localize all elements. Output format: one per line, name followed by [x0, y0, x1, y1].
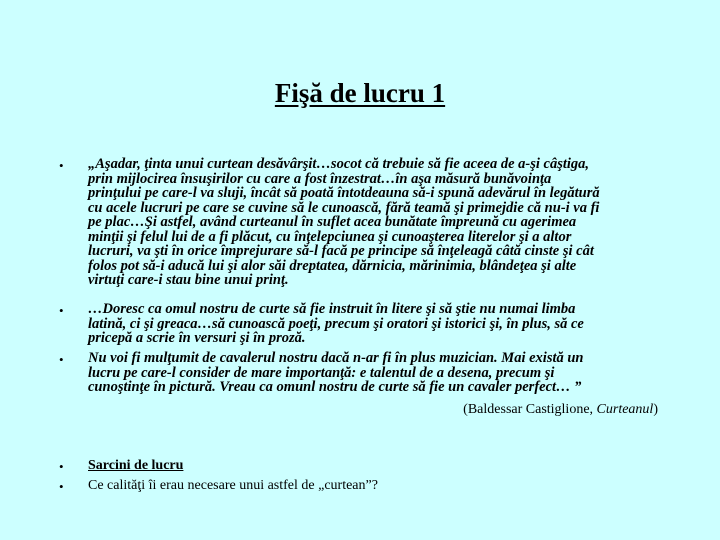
quote-line: latină, ci şi greaca…să cunoască poeţi, precum şi oratori şi istorici şi, în plus, să ce — [88, 315, 584, 332]
quote-line: folos pot să-i aducă lui şi alor săi dreptatea, dărnicia, mărinimia, blândeţea şi alte — [88, 257, 577, 274]
citation-close: ) — [653, 402, 658, 417]
task-question: Ce calităţi îi erau necesare unui astfel de „curtean”? — [88, 478, 378, 493]
quote-line: minţii şi felul lui de a fi plăcut, cu înţelepciunea şi cunoaşterea literelor şi a altor — [88, 228, 572, 245]
quote-line: prinţului pe care-l va sluji, încât să poată întotdeauna să-i spună adevărul în legătură — [88, 185, 600, 201]
bullet-marker: • — [59, 158, 64, 173]
task-heading: Sarcini de lucru — [88, 458, 184, 473]
quote-paragraph-2 — [88, 302, 668, 346]
citation-work: Curteanul — [596, 402, 654, 417]
quote-paragraph-3 — [88, 351, 668, 395]
quote-line: lucruri, va şti în orice împrejurare să-l facă pe principe să înţeleagă câtă cinste şi cât — [88, 243, 594, 259]
quote-line: lucru pe care-l consider de mare importanţă: e talentul de a desena, precum şi — [88, 364, 555, 381]
quote-line: „Aşadar, ţinta unui curtean desăvârşit…socot că trebuie să fie aceea de a-şi câştiga, — [88, 156, 590, 172]
citation — [463, 402, 658, 417]
quote-line: cu acele lucruri pe care se cuvine să le cunoască, fără teamă şi primejdie că nu-i va fi — [88, 199, 600, 216]
quote-line: pricepă a scrie în versuri şi în proză. — [88, 330, 306, 346]
quote-line: virtuţi care-i stau bine unui prinţ. — [88, 272, 289, 288]
citation-author: (Baldessar Castiglione, — [463, 402, 597, 417]
page-title: Fişă de lucru 1 — [274, 78, 446, 108]
quote-line: Nu voi fi mulţumit de cavalerul nostru dacă n-ar fi în plus muzician. Mai există un — [88, 350, 584, 366]
quote-line: …Doresc ca omul nostru de curte să fie instruit în litere şi să ştie nu numai limba — [88, 301, 576, 317]
bullet-marker: • — [59, 352, 64, 367]
quote-line: pe plac…Şi astfel, având curteanul în suflet acea bunătate împreună cu agerimea — [88, 214, 577, 230]
quote-paragraph-1 — [88, 157, 668, 288]
bullet-marker: • — [59, 479, 64, 494]
quote-line: prin mijlocirea însuşirilor cu care a fost înzestrat…în aşa măsură bunăvoinţa — [88, 170, 552, 187]
bullet-marker: • — [59, 303, 64, 318]
bullet-marker: • — [59, 459, 64, 474]
quote-line: cunoştinţe în pictură. Vreau ca omunl nostru de curte să fie un cavaler perfect… ” — [88, 379, 582, 395]
